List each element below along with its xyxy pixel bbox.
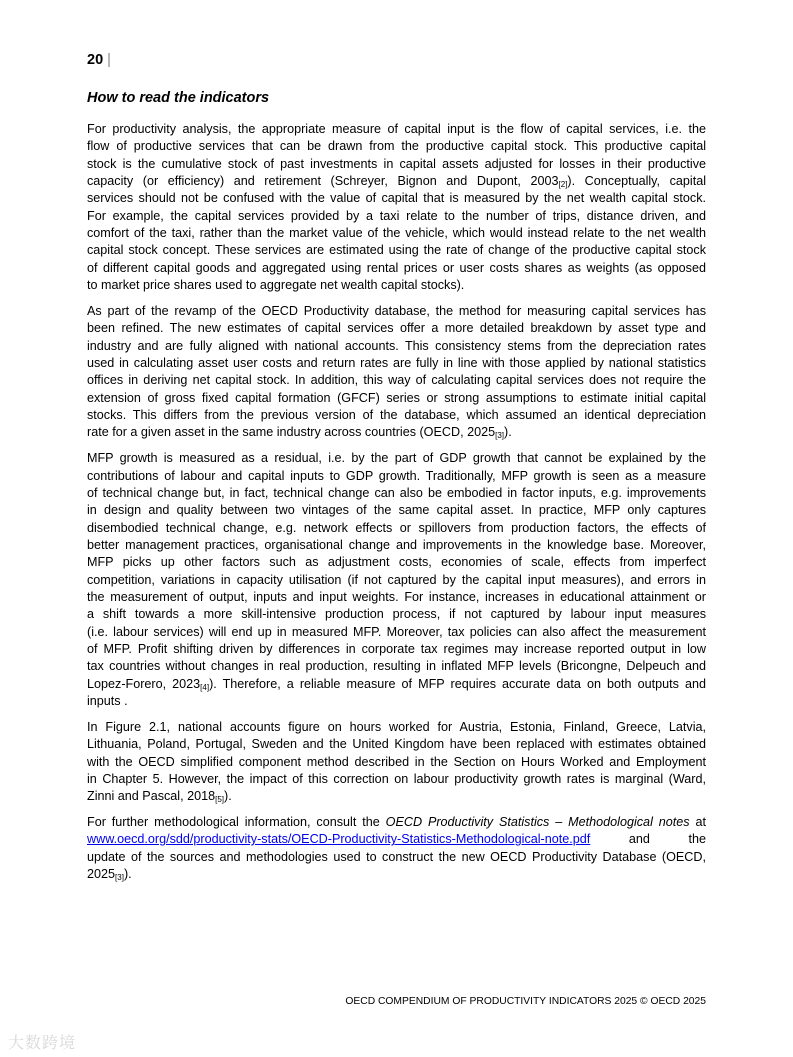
text-line <box>87 407 706 424</box>
citation-reference[interactable]: [4] <box>200 682 210 692</box>
text-line <box>87 156 706 173</box>
text-segment: with the OECD simplified component method described in the Section on Hours Worked and Employment <box>87 754 706 769</box>
page-number-value: 20 <box>87 52 104 68</box>
text-segment: For productivity analysis, the appropriate measure of capital input is the flow of capital services, i.e. the <box>87 122 706 136</box>
page-number-separator: | <box>107 52 111 68</box>
text-segment: rate for a given asset in the same industry across countries (OECD, 2025 <box>87 425 496 440</box>
paragraph <box>87 450 706 710</box>
text-segment: a shift towards a more skill-intensive production process, if not captured by labour input measures <box>87 607 706 622</box>
text-line <box>87 572 706 589</box>
text-line <box>87 719 706 736</box>
text-segment: update of the sources and methodologies used to construct the new OECD Productivity Database (OECD, <box>87 849 706 864</box>
text-line <box>87 320 706 337</box>
watermark-logo: 大数跨境 <box>8 1035 77 1052</box>
text-segment: flow of productive services that can be drawn from the productive capital stock. This productive capital <box>87 139 706 154</box>
paragraph <box>87 719 706 806</box>
text-line <box>87 303 706 320</box>
text-segment: contributions of labour and capital inputs to GDP growth. Traditionally, MFP growth is seen as a measure <box>87 468 706 483</box>
text-segment: ). <box>504 425 512 440</box>
italic-title: OECD Productivity Statistics – Methodological notes <box>385 815 690 830</box>
text-line <box>87 260 706 277</box>
text-line <box>87 468 706 485</box>
text-line <box>87 450 706 467</box>
text-line <box>87 355 706 372</box>
text-line <box>87 338 706 355</box>
text-line <box>87 771 706 788</box>
text-line <box>87 390 706 407</box>
text-line <box>87 849 706 866</box>
text-line <box>87 520 706 537</box>
text-line <box>87 831 706 848</box>
body-text <box>87 121 706 892</box>
text-segment: (i.e. labour services) will end up in measured MFP. Moreover, tax policies can also affect the measurement <box>87 624 706 639</box>
text-segment: MFP growth is measured as a residual, i.e. by the part of GDP growth that cannot be explained by the <box>87 451 706 466</box>
paragraph <box>87 121 706 294</box>
paragraph <box>87 814 706 883</box>
paragraph <box>87 303 706 442</box>
text-segment: been refined. The new estimates of capital services offer a more detailed breakdown by asset type and <box>87 321 706 336</box>
text-segment: to market price shares used to aggregate net wealth capital stocks). <box>87 278 465 293</box>
text-line <box>87 173 706 190</box>
text-line <box>87 658 706 675</box>
text-line <box>87 225 706 242</box>
text-line <box>87 754 706 771</box>
text-line <box>87 814 706 831</box>
text-segment: Lopez-Forero, 2023 <box>87 676 201 691</box>
text-segment: MFP picks up other factors such as adjustment costs, economies of scale, effects from imperfect <box>87 555 706 570</box>
text-line <box>87 589 706 606</box>
text-segment: Zinni and Pascal, 2018 <box>87 789 216 804</box>
text-line <box>87 788 706 805</box>
text-segment: at <box>689 815 706 830</box>
text-segment: extension of gross fixed capital formation (GFCF) series or strong assumptions to estimate initial capital <box>87 390 706 405</box>
text-line <box>87 641 706 658</box>
text-segment: ). <box>123 867 132 882</box>
text-segment: capital stock concept. These services are estimated using the rate of change of the productive capital stock <box>87 243 706 258</box>
text-segment: used in calculating asset user costs and return rates are fully in line with those applied by national statistics <box>87 355 706 370</box>
text-segment: in Chapter 5. However, the impact of this correction on labour productivity growth rates is marginal (Ward, <box>87 771 706 786</box>
text-line <box>87 372 706 389</box>
text-line <box>87 208 706 225</box>
citation-reference[interactable]: [5] <box>215 795 225 805</box>
page-number <box>87 52 111 68</box>
text-segment: Lithuania, Poland, Portugal, Sweden and the United Kingdom have been replaced with estimates obtained <box>87 737 706 752</box>
text-line <box>87 277 706 294</box>
text-segment: ). Conceptually, capital <box>567 174 707 189</box>
text-segment: competition, variations in capacity utilisation (if not captured by the capital input measures), and errors in <box>87 572 706 587</box>
text-line <box>87 502 706 519</box>
page-footer: OECD COMPENDIUM OF PRODUCTIVITY INDICATORS 2025 © OECD 2025 <box>345 996 706 1007</box>
text-segment: better management practices, organisational change and improvements in the knowledge base. Moreover, <box>87 537 706 552</box>
section-heading: How to read the indicators <box>87 90 270 106</box>
text-segment: the measurement of output, inputs and input weights. For instance, increases in educational attainment or <box>87 589 706 604</box>
text-segment: comfort of the taxi, rather than the market value of the vehicle, which would instead relate to the net wealth <box>87 226 706 241</box>
text-line <box>87 736 706 753</box>
text-segment: As part of the revamp of the OECD Productivity database, the method for measuring capital services has <box>87 303 706 318</box>
text-line <box>87 424 706 441</box>
text-segment: disembodied technical change, e.g. network effects or spillovers from production factors, the effects of <box>87 520 706 535</box>
text-line <box>87 138 706 155</box>
text-line <box>87 693 706 710</box>
text-segment: of technical change but, in fact, technical change can also be embodied in factor inputs, e.g. improvements <box>87 485 706 500</box>
text-line <box>87 190 706 207</box>
citation-reference[interactable]: [3] <box>495 431 504 441</box>
text-line <box>87 121 706 138</box>
text-segment: offices in deriving net capital stock. In addition, this way of calculating capital services does not require the <box>87 373 706 388</box>
text-segment: inputs . <box>87 694 128 708</box>
text-segment: For example, the capital services provided by a taxi relate to the number of trips, distance driven, and <box>87 208 706 223</box>
text-segment: For further methodological information, consult the <box>87 815 386 830</box>
text-line <box>87 554 706 571</box>
text-segment: and the <box>590 832 706 847</box>
citation-reference[interactable]: [3] <box>115 873 124 883</box>
text-segment: stocks. This differs from the previous version of the database, which assumed an identical depreciation <box>87 408 706 422</box>
text-segment: industry and are fully aligned with national accounts. This consistency stems from the depreciation rates <box>87 338 706 353</box>
text-line <box>87 866 706 883</box>
text-segment: capacity (or efficiency) and retirement (Schreyer, Bignon and Dupont, 2003 <box>87 174 559 189</box>
text-line <box>87 676 706 693</box>
text-segment: tax countries without changes in real production, resulting in inflated MFP levels (Bricongne, Delpeuch and <box>87 659 706 674</box>
text-line <box>87 537 706 554</box>
text-segment: of different capital goods and aggregated using rental prices or user costs shares as weights (as opposed <box>87 260 706 275</box>
text-segment: In Figure 2.1, national accounts figure on hours worked for Austria, Estonia, Finland, Greece, Latvia, <box>87 719 706 734</box>
text-segment: ). Therefore, a reliable measure of MFP requires accurate data on both outputs and <box>209 676 706 691</box>
text-segment: ). <box>224 789 232 804</box>
text-line <box>87 606 706 623</box>
text-line <box>87 485 706 502</box>
citation-reference[interactable]: [2] <box>558 180 568 190</box>
text-segment: in design and quality between two vintages of the same capital asset. In practice, MFP only captures <box>87 503 706 518</box>
text-line <box>87 624 706 641</box>
text-segment: services should not be confused with the value of capital that is measured by the net wealth capital stock. <box>87 191 706 206</box>
text-segment: of MFP. Profit shifting driven by differences in corporate tax regimes may increase reported output in low <box>87 641 706 656</box>
text-segment: 2025 <box>87 867 116 882</box>
text-line <box>87 242 706 259</box>
methodological-note-link[interactable]: www.oecd.org/sdd/productivity-stats/OECD-Productivity-Statistics-Methodological-note.pdf <box>87 832 591 847</box>
text-segment: stock is the cumulative stock of past investments in capital assets adjusted for losses in their productive <box>87 156 706 171</box>
